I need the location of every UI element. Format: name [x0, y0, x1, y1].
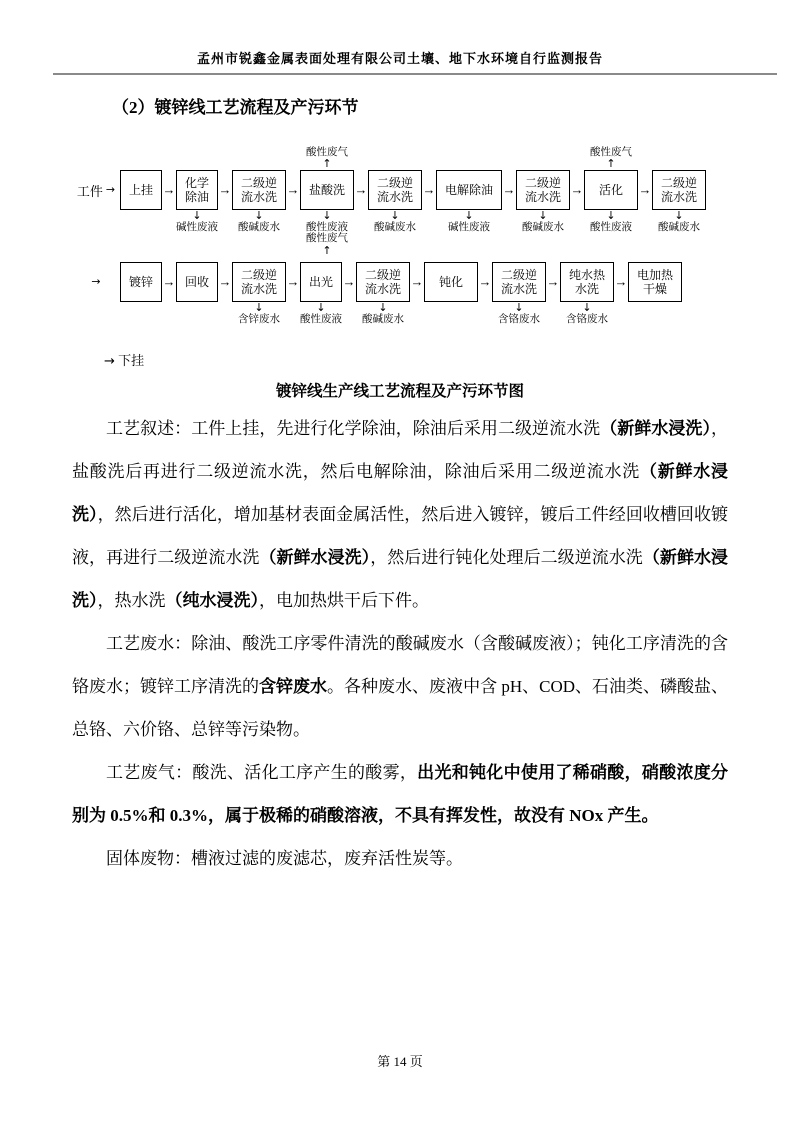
process-step-label: 回收	[184, 274, 209, 289]
process-step-label: 二级逆	[660, 175, 697, 190]
bold-text-run: （新鲜水浸洗）	[600, 419, 712, 438]
text-run: ，热水洗	[97, 591, 166, 610]
process-step-box	[492, 262, 546, 302]
arrow-down-icon: ↓	[254, 301, 264, 314]
text-run: ，然后进行钝化处理后二级逆流水洗	[370, 548, 643, 567]
waste-output-label: 酸性废液	[300, 313, 342, 325]
process-step-box	[368, 170, 422, 210]
flow-end-label: 下挂	[118, 353, 145, 368]
process-step-label: 化学	[184, 175, 209, 190]
paragraph	[72, 622, 728, 751]
text-run: ，然后进行活化，增加基材表面金属活性，然后进入镀锌，镀后工件经回收槽回收镀液，再进行二级逆流水洗	[72, 505, 729, 567]
process-step-label: 流水洗	[240, 190, 277, 204]
text-run: 工艺废水：除油、酸洗工序零件清洗的酸碱废水（含酸碱废液）；钝化工序清洗的含铬废水；镀锌工序清洗的	[72, 634, 728, 696]
arrow-right-icon: →	[570, 182, 584, 197]
arrow-right-icon: →	[104, 354, 115, 369]
flow-start-label	[72, 170, 120, 210]
arrow-right-icon: →	[286, 274, 300, 289]
waste-output	[368, 210, 422, 260]
flowchart-row	[72, 260, 752, 334]
process-step-label: 二级逆	[240, 267, 277, 282]
flow-start-label	[72, 262, 120, 302]
waste-output-label: 含铬废水	[498, 313, 540, 325]
process-step-label: 二级逆	[364, 267, 401, 282]
paragraph	[72, 837, 728, 880]
arrow-right-icon: →	[162, 274, 176, 289]
arrow-down-icon: ↓	[316, 301, 326, 314]
process-step-label: 电解除油	[444, 182, 493, 197]
arrow-right-icon: →	[342, 274, 356, 289]
header-title: 孟州市锐鑫金属表面处理有限公司土壤、地下水环境自行监测报告	[196, 51, 603, 66]
waste-output	[176, 210, 218, 260]
bold-text-run: （纯水浸洗）	[165, 591, 259, 610]
page-header	[0, 0, 800, 75]
arrow-right-icon: →	[638, 182, 652, 197]
text-run: ，盐酸洗后再进行二级逆流水洗，然后电解除油，除油后采用二级逆流水洗	[72, 419, 729, 481]
arrow-right-icon: →	[546, 274, 560, 289]
arrow-down-icon: ↓	[254, 209, 264, 222]
waste-output-label: 含锌废水	[238, 313, 280, 325]
waste-output-label: 碱性废液	[448, 221, 490, 233]
waste-output	[232, 302, 286, 334]
process-step-label: 流水洗	[524, 190, 561, 204]
process-step-label: 流水洗	[660, 190, 697, 204]
process-flowchart	[72, 140, 752, 369]
arrow-right-icon: →	[286, 182, 300, 197]
arrow-up-icon: ↑	[322, 157, 332, 171]
flow-end	[104, 350, 752, 369]
process-step-label: 镀锌	[128, 274, 153, 289]
process-step-label: 除油	[184, 190, 209, 204]
waste-output-label: 酸碱废水	[374, 221, 416, 233]
process-step-box	[560, 262, 614, 302]
arrow-right-icon: →	[502, 182, 516, 197]
paragraph	[72, 751, 728, 837]
waste-output	[516, 210, 570, 260]
arrow-right-icon: →	[218, 274, 232, 289]
waste-output	[300, 302, 342, 334]
process-step-label: 流水洗	[376, 190, 413, 204]
process-step-label: 电加热	[636, 267, 673, 282]
process-step-box	[516, 170, 570, 210]
process-step-box	[232, 262, 286, 302]
arrow-right-icon: →	[162, 182, 176, 197]
arrow-right-icon: →	[105, 183, 116, 197]
process-step-label: 流水洗	[500, 282, 537, 296]
process-step-label: 纯水热	[568, 267, 605, 282]
process-step-box	[628, 262, 682, 302]
arrow-right-icon: →	[422, 182, 436, 197]
process-step-label: 活化	[598, 182, 623, 197]
bold-text-run: （新鲜水浸洗）	[259, 548, 371, 567]
arrow-up-icon: ↑	[606, 157, 616, 171]
process-step-box	[300, 170, 354, 210]
process-step-label: 二级逆	[376, 175, 413, 190]
bold-text-run: （新鲜水浸洗）	[72, 548, 729, 610]
arrow-up-icon: ↑	[322, 243, 332, 257]
waste-output	[492, 302, 546, 334]
process-step-box	[652, 170, 706, 210]
text-run: 固体废物：槽液过滤的废滤芯，废弃活性炭等。	[106, 849, 463, 868]
waste-output	[232, 210, 286, 260]
waste-output-label: 酸碱废水	[658, 221, 700, 233]
gas-output	[584, 140, 638, 170]
process-step-label: 二级逆	[240, 175, 277, 190]
arrow-down-icon: ↓	[192, 209, 202, 222]
process-step-label: 钝化	[438, 274, 463, 289]
process-step-box	[436, 170, 502, 210]
arrow-down-icon: ↓	[378, 301, 388, 314]
arrow-right-icon: →	[91, 275, 101, 289]
gas-output-label: 酸性废气	[306, 146, 348, 158]
arrow-down-icon: ↓	[322, 209, 332, 222]
waste-output-label: 碱性废液	[176, 221, 218, 233]
waste-output	[652, 210, 706, 260]
body-text	[72, 407, 728, 880]
text-run: 工艺叙述：工件上挂，先进行化学除油，除油后采用二级逆流水洗	[106, 419, 601, 438]
arrow-down-icon: ↓	[538, 209, 548, 222]
process-step-box	[424, 262, 478, 302]
flow-lead-text: 工件	[76, 183, 103, 199]
arrow-right-icon: →	[218, 182, 232, 197]
process-step-label: 上挂	[128, 182, 153, 197]
arrow-down-icon: ↓	[390, 209, 400, 222]
figure-caption: 镀锌线生产线工艺流程及产污环节图	[275, 383, 524, 400]
waste-output	[300, 210, 354, 260]
process-step-box	[584, 170, 638, 210]
waste-output	[436, 210, 502, 260]
gas-output-label: 酸性废气	[590, 146, 632, 158]
process-step-box	[232, 170, 286, 210]
arrow-right-icon: →	[354, 182, 368, 197]
waste-output-label: 酸性废气	[306, 233, 348, 245]
waste-output	[356, 302, 410, 334]
process-step-label: 二级逆	[524, 175, 561, 190]
process-step-label: 出光	[308, 274, 333, 289]
waste-output-label: 酸碱废水	[362, 313, 404, 325]
text-run: ，电加热烘干后下件。	[259, 591, 429, 610]
text-run: 工艺废气：酸洗、活化工序产生的酸雾，	[106, 763, 418, 782]
bold-text-run: 出光和钝化中使用了稀硝酸，硝酸浓度分别为 0.5%和 0.3%，属于极稀的硝酸溶液，不具有挥发性，故没有 NOx 产生。	[72, 763, 729, 825]
process-step-label: 盐酸洗	[308, 182, 345, 197]
waste-output	[584, 210, 638, 260]
paragraph	[72, 407, 728, 622]
waste-output-label: 含铬废水	[566, 313, 608, 325]
waste-output-label: 酸碱废水	[522, 221, 564, 233]
arrow-down-icon: ↓	[514, 301, 524, 314]
arrow-right-icon: →	[410, 274, 424, 289]
process-step-label: 水洗	[574, 282, 599, 296]
arrow-right-icon: →	[614, 274, 628, 289]
process-step-box	[300, 262, 342, 302]
waste-output-label: 酸性废液	[306, 221, 348, 233]
process-step-box	[120, 170, 162, 210]
process-step-label: 流水洗	[240, 282, 277, 296]
arrow-down-icon: ↓	[582, 301, 592, 314]
arrow-down-icon: ↓	[606, 209, 616, 222]
waste-output-label: 酸碱废水	[238, 221, 280, 233]
process-step-box	[176, 170, 218, 210]
bold-text-run: 含锌废水	[259, 677, 328, 696]
arrow-down-icon: ↓	[464, 209, 474, 222]
section-heading: （2）镀锌线工艺流程及产污环节	[112, 98, 359, 117]
waste-output-label: 酸性废液	[590, 221, 632, 233]
bold-text-run: （新鲜水浸洗）	[72, 462, 728, 524]
process-step-label: 流水洗	[364, 282, 401, 296]
arrow-right-icon: →	[478, 274, 492, 289]
process-step-box	[176, 262, 218, 302]
flowchart-row	[72, 140, 752, 260]
text-run: 。各种废水、废液中含 pH、COD、石油类、磷酸盐、总铬、六价铬、总锌等污染物。	[72, 677, 729, 739]
process-step-box	[120, 262, 162, 302]
process-step-label: 干燥	[642, 282, 667, 296]
waste-output	[560, 302, 614, 334]
arrow-down-icon: ↓	[674, 209, 684, 222]
process-step-box	[356, 262, 410, 302]
gas-output	[300, 140, 354, 170]
header-rule	[53, 73, 777, 75]
page-footer: 第 14 页	[377, 1054, 423, 1069]
process-step-label: 二级逆	[500, 267, 537, 282]
